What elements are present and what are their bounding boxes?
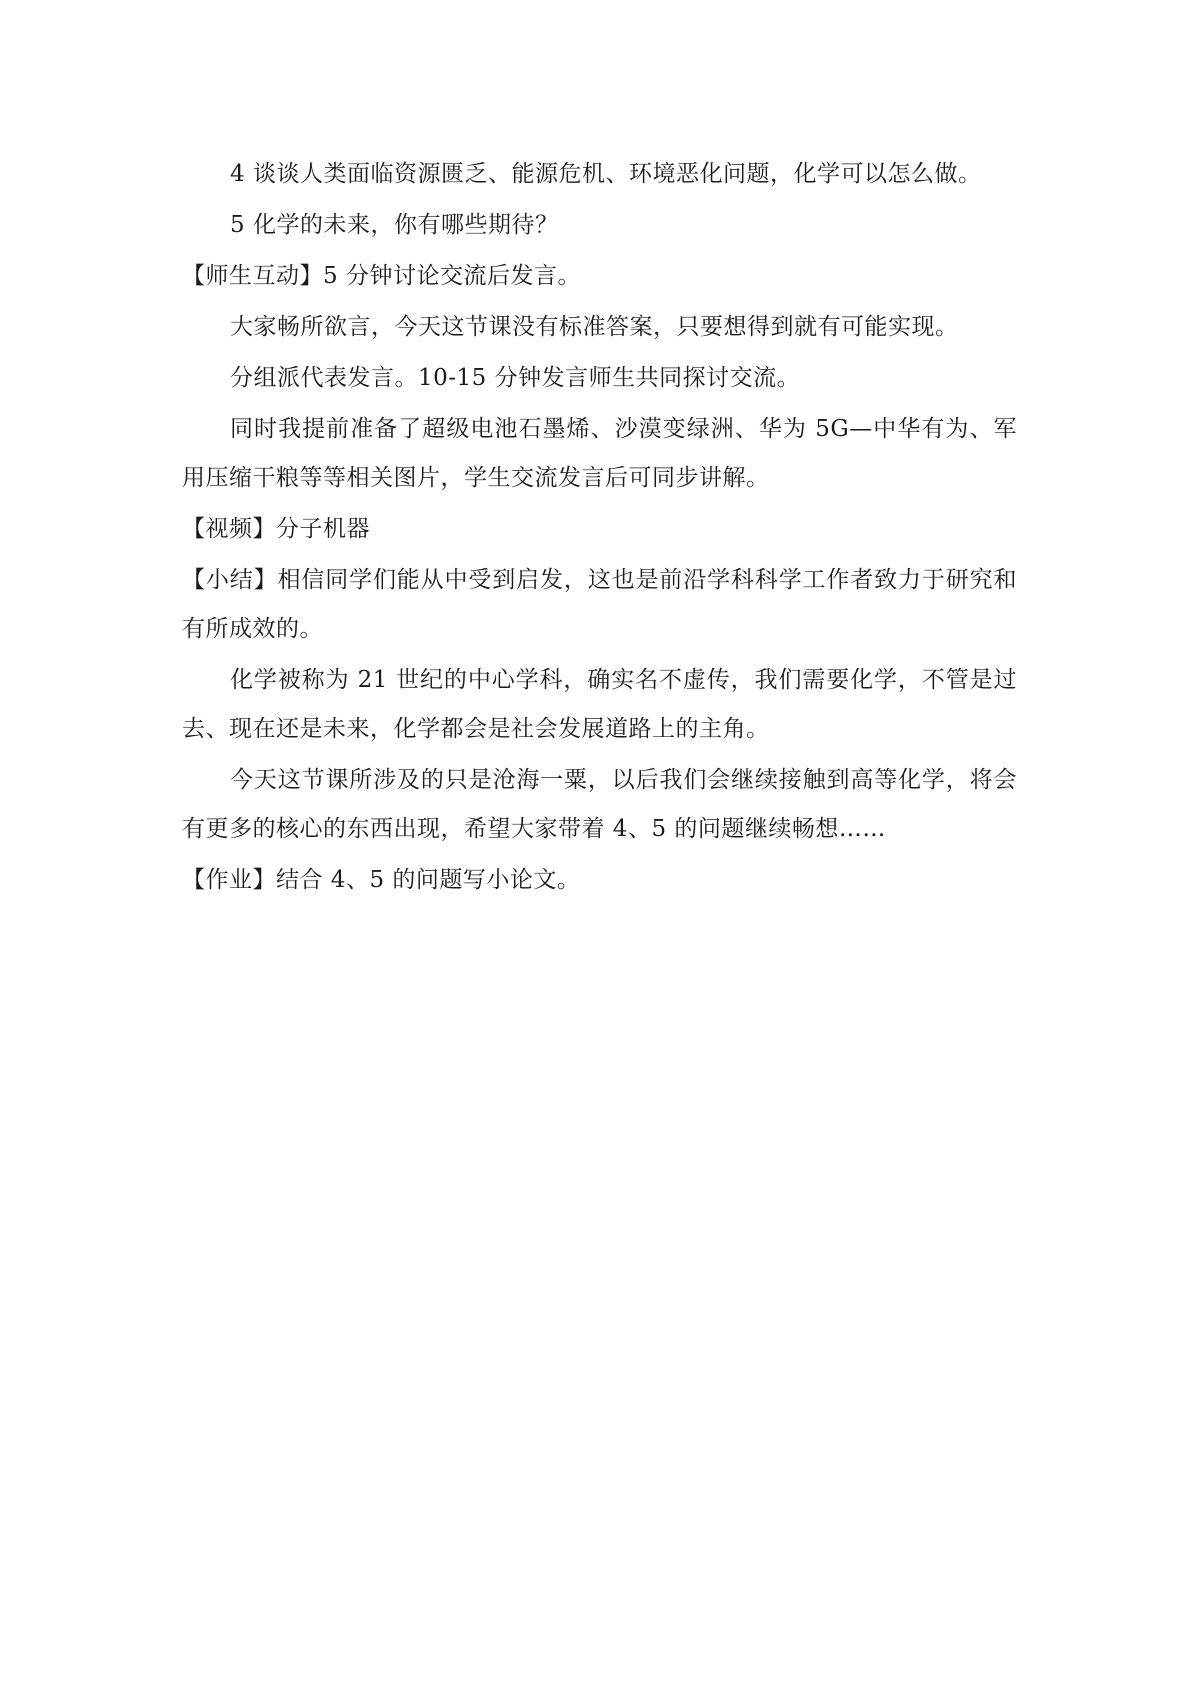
paragraph-question-4: 4 谈谈人类面临资源匮乏、能源危机、环境恶化问题，化学可以怎么做。	[230, 161, 982, 187]
paragraph-free-speech: 大家畅所欲言，今天这节课没有标准答案，只要想得到就有可能实现。	[230, 314, 959, 340]
paragraph-central-science: 化学被称为 21 世纪的中心学科，确实名不虚传，我们需要化学，不管是过去、现在还是未来，化学都会是社会发展道路上的主角。	[182, 667, 1017, 742]
document-body	[182, 150, 1017, 905]
paragraph-prepared-pictures: 同时我提前准备了超级电池石墨烯、沙漠变绿洲、华为 5G—中华有为、军用压缩干粮等等相关图片，学生交流发言后可同步讲解。	[182, 416, 1017, 491]
paragraph-question-5: 5 化学的未来，你有哪些期待？	[230, 212, 559, 238]
paragraph-video: 【视频】分子机器	[182, 516, 370, 542]
paragraph-summary: 【小结】相信同学们能从中受到启发，这也是前沿学科科学工作者致力于研究和有所成效的。	[182, 567, 1017, 642]
paragraph-outlook: 今天这节课所涉及的只是沧海一粟，以后我们会继续接触到高等化学，将会有更多的核心的东西出现，希望大家带着 4、5 的问题继续畅想……	[182, 767, 1017, 842]
paragraph-group-speech: 分组派代表发言。10-15 分钟发言师生共同探讨交流。	[230, 365, 801, 391]
paragraph-homework: 【作业】结合 4、5 的问题写小论文。	[182, 867, 581, 893]
paragraph-teacher-student-interaction: 【师生互动】5 分钟讨论交流后发言。	[182, 263, 581, 289]
